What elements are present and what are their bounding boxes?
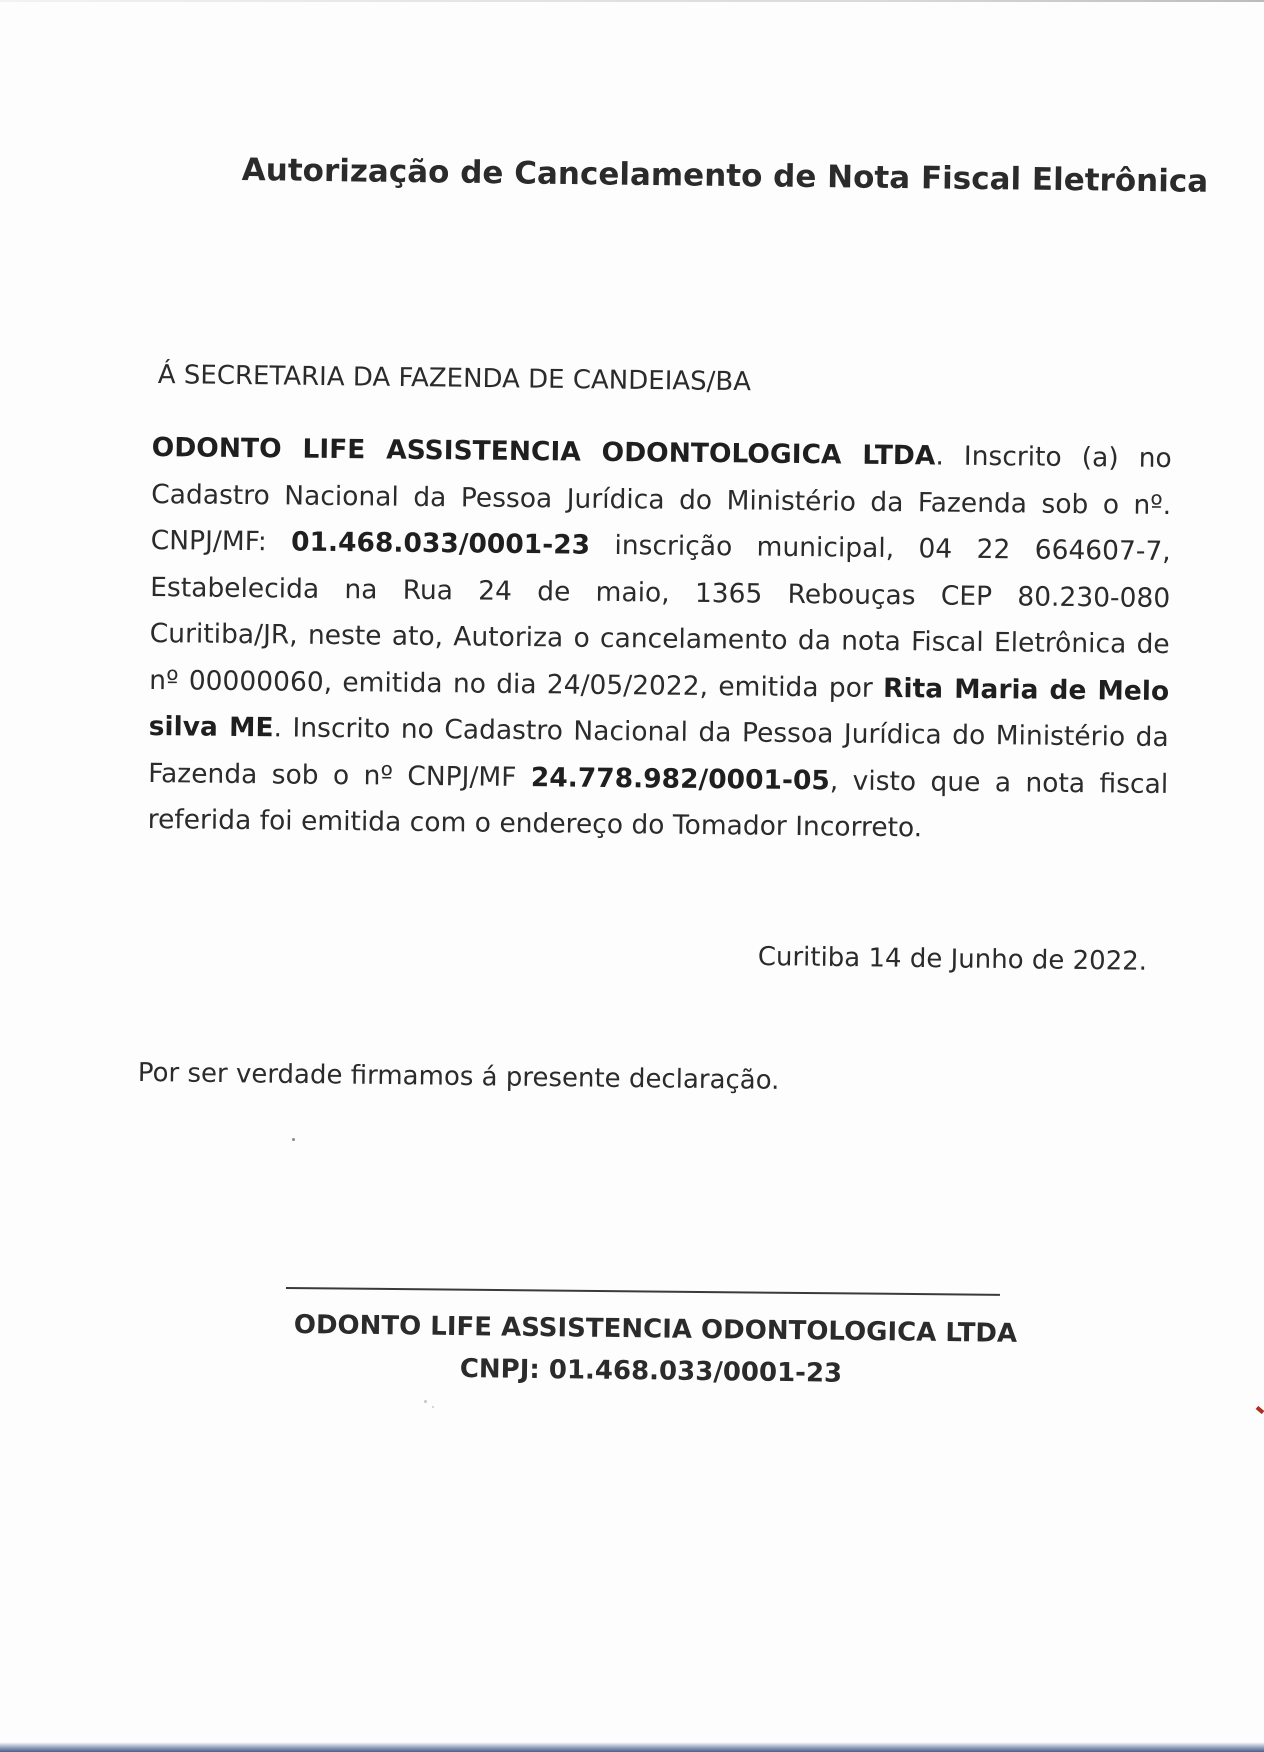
scan-speck (424, 1400, 427, 1403)
closing-statement: Por ser verdade firmamos á presente declaração. (137, 1058, 780, 1096)
scan-speck (292, 1138, 295, 1141)
issuer-cnpj: 24.778.982/0001-05 (530, 761, 830, 796)
authorization-paragraph (147, 425, 1171, 855)
body-text-1: . Inscrito (a) no Cadastro Nacional da Pessoa Jurídica do Ministério da Fazenda sob o nº. CNPJ/MF: (150, 440, 1172, 558)
signer-name: ODONTO LIFE ASSISTENCIA ODONTOLOGICA LTDA (293, 1310, 1018, 1349)
document-title: Autorização de Cancelamento de Nota Fiscal Eletrônica (241, 152, 1209, 200)
body-text-3: . Inscrito no Cadastro Nacional da Pessoa Jurídica do Ministério da Fazenda sob o nº CNPJ/MF (148, 712, 1169, 793)
company-cnpj: 01.468.033/0001-23 (290, 526, 591, 561)
scan-mark (1256, 1406, 1264, 1414)
company-name: ODONTO LIFE ASSISTENCIA ODONTOLOGICA LTDA (151, 431, 936, 472)
scan-speck (432, 1406, 434, 1408)
scan-top-edge (0, 0, 1264, 2)
scan-bottom-edge (0, 1742, 1264, 1752)
body-text-4: , visto que a nota fiscal referida foi emitida com o endereço do Tomador Incorreto. (147, 764, 1169, 844)
date-line: Curitiba 14 de Junho de 2022. (757, 942, 1148, 977)
issuer-name: Rita Maria de Melo silva ME (148, 672, 1170, 744)
signature-line (286, 1287, 1000, 1296)
body-text-2: inscrição municipal, 04 22 664607-7, Estabelecida na Rua 24 de maio, 1365 Rebouças CEP 80.230-080 Curitiba/JR, neste ato, Autoriza o cancelamento da nota Fiscal Eletrônica de nº 00000060, emitida no dia 24/05/2022, emitida por (149, 529, 1171, 704)
signer-cnpj: CNPJ: 01.468.033/0001-23 (459, 1354, 843, 1389)
recipient-line: Á SECRETARIA DA FAZENDA DE CANDEIAS/BA (157, 360, 752, 398)
